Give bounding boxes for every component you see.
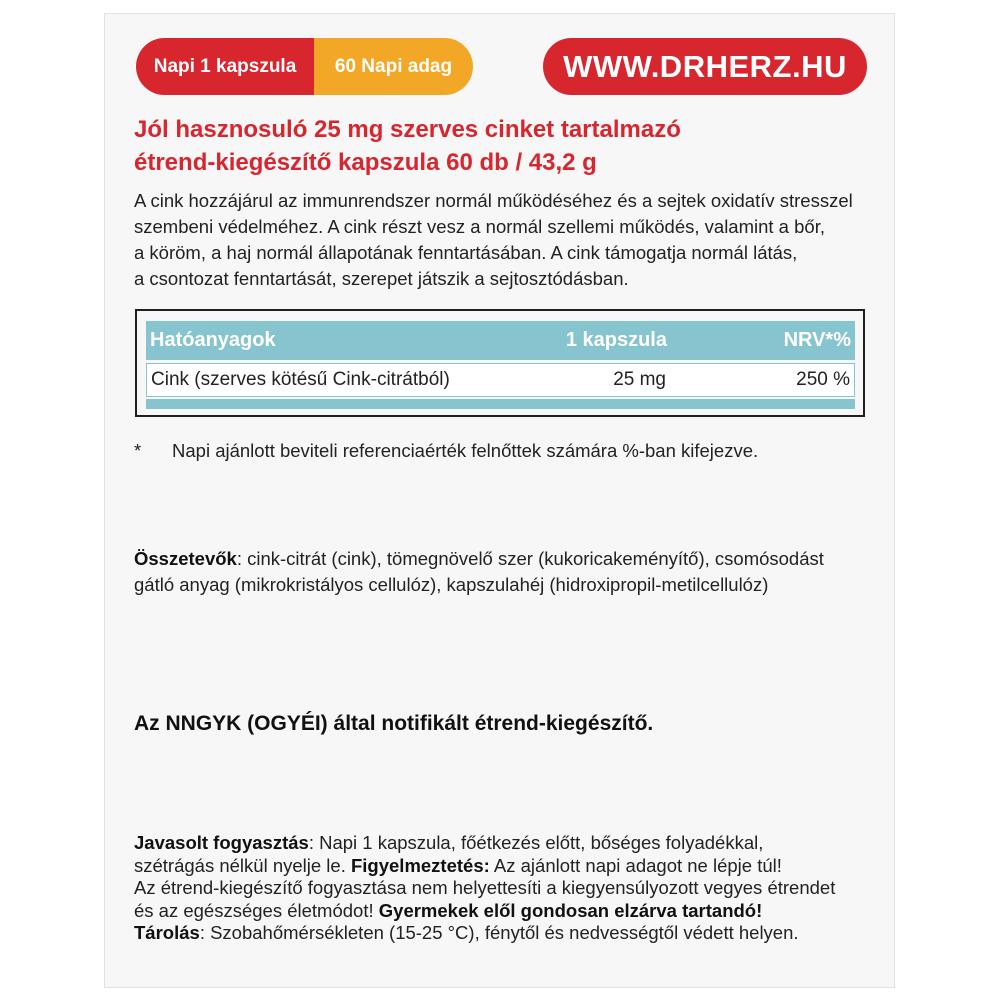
intro-line-3: a köröm, a haj normál állapotának fenntartásában. A cink támogatja normál látás, [134, 242, 798, 263]
ingredients-line-2: gátló anyag (mikrokristályos cellulóz), kapszulahéj (hidroxipropil-metilcellulóz) [134, 574, 769, 595]
notification-statement: Az NNGYK (OGYÉI) által notifikált étrend-kiegészítő. [134, 712, 654, 735]
usage-text: : Napi 1 kapszula, főétkezés előtt, bőséges folyadékkal, [308, 832, 764, 853]
website-badge: WWW.DRHERZ.HU [543, 38, 867, 95]
nrv-footnote [134, 438, 874, 464]
daily-dose-badge: Napi 1 kapszula [136, 38, 314, 95]
intro-line-2: szembeni védelméhez. A cink részt vesz a normál szellemi működés, valamint a bőr, [134, 216, 825, 237]
table-header-row [146, 321, 855, 360]
headline-line-2: étrend-kiegészítő kapszula 60 db / 43,2 g [134, 149, 597, 176]
usage-line-3: Az étrend-kiegészítő fogyasztása nem helyettesíti a kiegyensúlyozott vegyes étrendet [134, 877, 836, 898]
intro-line-4: a csontozat fenntartását, szerepet játszik a sejtosztódásban. [134, 268, 629, 289]
footnote-marker: * [134, 440, 142, 461]
intro-paragraph [134, 188, 874, 292]
ingredients-section [134, 546, 874, 598]
table-row [146, 363, 855, 397]
cell-nrv: 250 % [796, 369, 850, 390]
usage-section [134, 832, 874, 945]
warning-label: Figyelmeztetés: [350, 854, 490, 876]
children-warning: Gyermekek elől gondosan elzárva tartandó! [378, 899, 763, 921]
intro-line-1: A cink hozzájárul az immunrendszer normál működéséhez és a sejtek oxidatív stresszel [134, 190, 853, 211]
usage-line-4: és az egészséges életmódot! [134, 899, 379, 921]
storage-label: Tárolás [134, 922, 200, 943]
cell-ingredient: Cink (szerves kötésű Cink-citrátból) [151, 369, 450, 390]
nutrition-table [135, 309, 865, 417]
ingredients-text: : cink-citrát (cink), tömegnövelő szer (kukoricakeményítő), csomósodást [236, 548, 824, 569]
table-footer-bar [146, 399, 855, 409]
storage-text: : Szobahőmérsékleten (15-25 °C), fénytől és nedvességtől védett helyen. [199, 922, 799, 943]
ingredients-label: Összetevők [134, 548, 237, 569]
servings-badge: 60 Napi adag [314, 38, 473, 95]
footnote-text: Napi ajánlott beviteli referenciaérték felnőttek számára %-ban kifejezve. [172, 440, 759, 461]
header-nrv: NRV*% [783, 329, 851, 351]
cell-amount: 25 mg [613, 369, 666, 390]
usage-label: Javasolt fogyasztás [134, 832, 309, 853]
product-headline [134, 113, 874, 179]
header-per-capsule: 1 kapszula [565, 329, 667, 351]
headline-line-1: Jól hasznosuló 25 mg szerves cinket tartalmazó [134, 116, 681, 143]
dose-badge-group [136, 38, 473, 95]
header-active-ingredients: Hatóanyagok [150, 329, 276, 351]
usage-line-2: szétrágás nélkül nyelje le. [134, 854, 351, 876]
warning-text: Az ajánlott napi adagot ne lépje túl! [489, 854, 782, 876]
